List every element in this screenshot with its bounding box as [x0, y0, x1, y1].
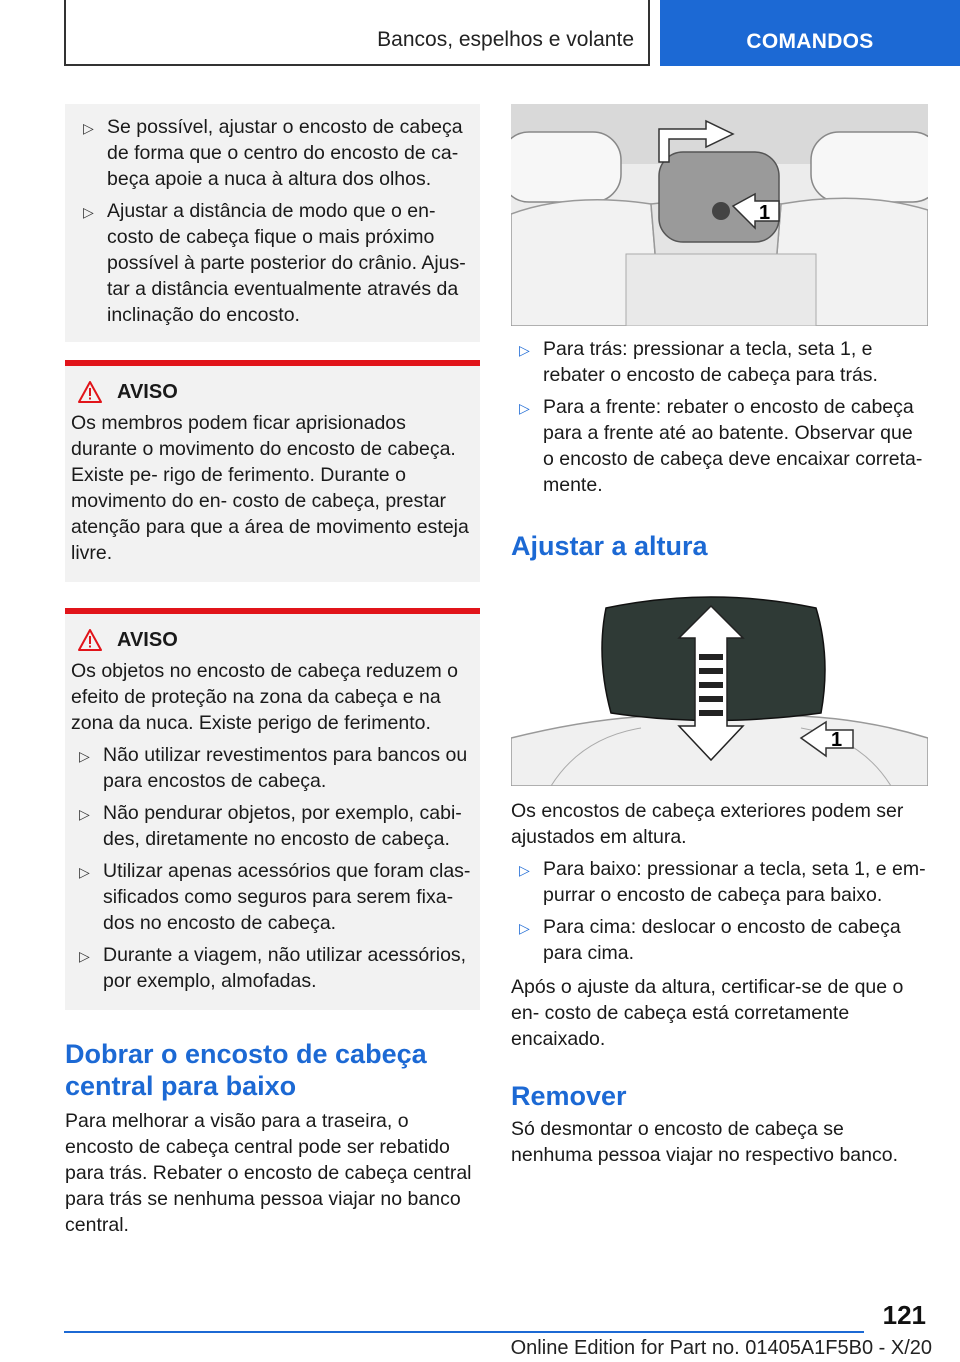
fold-section-text: Para melhorar a visão para a traseira, o encosto de cabeça central pode ser rebatido para trás. Rebater o encosto de cabeça central para trás se nenhuma pessoa viajar no banco central.: [65, 1110, 472, 1236]
list-item: ▷ Não pendurar objetos, por exemplo, cabi- des, diretamente no encosto de cabeça.: [79, 802, 462, 850]
footer-divider: [64, 1331, 864, 1333]
list-item: ▷ Não utilizar revestimentos para bancos ou para encostos de cabeça.: [79, 744, 468, 792]
list-item: ▷ Ajustar a distância de modo que o en- costo de cabeça fique o mais próximo possível à parte posterior do crânio. Ajus- tar a distância eventualmente através da inclinação do encosto.: [83, 200, 466, 326]
triangle-bullet-icon: ▷: [519, 342, 530, 358]
triangle-bullet-icon: ▷: [83, 120, 94, 136]
page-number: 121: [882, 1300, 926, 1330]
triangle-bullet-icon: ▷: [519, 920, 530, 936]
warning-title: AVISO: [71, 628, 474, 652]
footer-edition-text: Online Edition for Part no. 01405A1F5B0 - X/20: [510, 1337, 932, 1359]
height-after-text: Após o ajuste da altura, certificar-se de que o en- costo de cabeça está corretamente encaixado.: [511, 976, 904, 1050]
right-column: [511, 104, 928, 1168]
warning-triangle-icon: [77, 628, 103, 652]
header-section-title: Bancos, espelhos e volante: [377, 28, 634, 51]
fold-section-heading: Dobrar o encosto de cabeça central para baixo: [65, 1039, 427, 1101]
triangle-bullet-icon: ▷: [79, 806, 90, 822]
headrest-height-image: [511, 588, 928, 786]
headrest-fold-illustration: [511, 104, 928, 326]
list-item: ▷ Para cima: deslocar o encosto de cabeça para cima.: [519, 916, 901, 964]
warning-triangle-icon: [77, 380, 103, 404]
list-item: ▷ Para a frente: rebater o encosto de cabeça para a frente até ao batente. Observar que o encosto de cabeça deve encaixar correta- mente.: [519, 396, 923, 496]
callout-number-1: 1: [759, 202, 771, 224]
warning-box-1: [65, 360, 480, 582]
list-item: ▷ Para baixo: pressionar a tecla, seta 1, e em- purrar o encosto de cabeça para baixo.: [519, 858, 926, 906]
list-item: ▷ Se possível, ajustar o encosto de cabeça de forma que o centro do encosto de ca- beça apoie a nuca à altura dos olhos.: [83, 116, 463, 190]
warning-box-2: [65, 608, 480, 1010]
left-column: [65, 104, 480, 1238]
list-item: ▷ Durante a viagem, não utilizar acessórios, por exemplo, almofadas.: [79, 944, 467, 992]
remove-section-heading: Remover: [511, 1081, 627, 1111]
list-item: ▷ Utilizar apenas acessórios que foram clas- sificados como seguros para serem fixa- dos no encosto de cabeça.: [79, 860, 471, 934]
warning-title: AVISO: [71, 380, 474, 404]
intro-bullets-box: [65, 104, 480, 342]
triangle-bullet-icon: ▷: [79, 948, 90, 964]
remove-section-text: Só desmontar o encosto de cabeça se nenhuma pessoa viajar no respectivo banco.: [511, 1118, 898, 1166]
intro-bullet-list: [75, 114, 472, 328]
header-section-box: [64, 0, 650, 66]
warning-bullet-list: [71, 742, 474, 994]
page-header: [0, 0, 960, 66]
triangle-bullet-icon: ▷: [83, 204, 94, 220]
headrest-fold-image: [511, 104, 928, 326]
triangle-bullet-icon: ▷: [79, 864, 90, 880]
callout-number-1: 1: [831, 729, 843, 751]
height-bullet-list: [511, 856, 928, 966]
triangle-bullet-icon: ▷: [79, 748, 90, 764]
height-section-heading: Ajustar a altura: [511, 531, 708, 561]
triangle-bullet-icon: ▷: [519, 862, 530, 878]
height-section-text: Os encostos de cabeça exteriores podem ser ajustados em altura.: [511, 800, 904, 848]
headrest-height-illustration: [511, 588, 928, 786]
triangle-bullet-icon: ▷: [519, 400, 530, 416]
header-chapter-tab: [660, 0, 960, 66]
list-item: ▷ Para trás: pressionar a tecla, seta 1, e rebater o encosto de cabeça para trás.: [519, 338, 878, 386]
warning-text: Os objetos no encosto de cabeça reduzem o efeito de proteção na zona da cabeça e na zona da nuca. Existe perigo de ferimento.: [71, 660, 458, 734]
fold-bullet-list: [511, 336, 928, 498]
warning-text: Os membros podem ficar aprisionados durante o movimento do encosto de cabeça. Existe pe- rigo de ferimento. Durante o movimento do en- costo de cabeça, prestar atenção para que a área de movimento esteja livre.: [71, 412, 469, 564]
header-chapter-label: COMANDOS: [746, 30, 874, 53]
